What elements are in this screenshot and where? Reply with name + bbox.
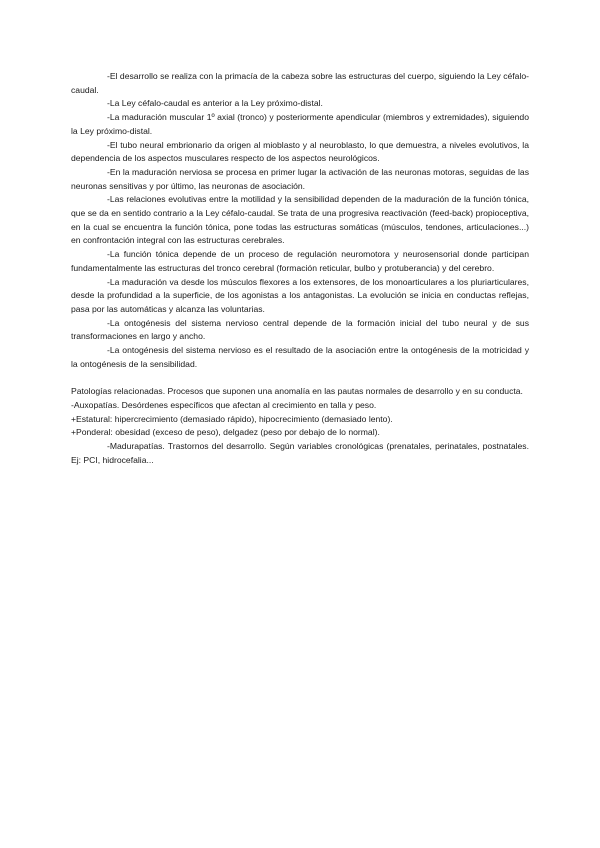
patologias-intro: Patologías relacionadas. Procesos que suponen una anomalía en las pautas normales de desarrollo y en su conducta. [71,386,523,397]
paragraph-cefalo-caudal: -El desarrollo se realiza con la primacía de la cabeza sobre las estructuras del cuerpo, siguiendo la Ley céfalo-caudal. [71,71,529,95]
paragraph-relaciones-evolutivas: -Las relaciones evolutivas entre la motilidad y la sensibilidad dependen de la maduración de la función tónica, que se da en sentido contrario a la Ley céfalo-caudal. Se trata de una progresiva reactivación (feed-back) propioceptiva, en la cual se encuentra la función tónica, pone todas las estructuras somáticas (músculos, tendones, articulaciones...) en confrontación integral con las estructuras cerebrales. [71,194,529,246]
paragraph-tubo-neural: -El tubo neural embrionario da origen al mioblasto y al neuroblasto, lo que demuestra, a niveles evolutivos, la dependencia de los aspectos musculares respecto de los aspectos neurológicos. [71,139,529,164]
paragraph-ley-anterior: -La Ley céfalo-caudal es anterior a la Ley próximo-distal. [107,98,323,109]
auxopatias-item: -Auxopatías. Desórdenes específicos que afectan al crecimiento en talla y peso. [71,399,377,410]
document-body [71,70,529,467]
madurapatias-item: -Madurapatías. Trastornos del desarrollo. Según variables cronológicas (prenatales, perinatales, postnatales. Ej: PCI, hidrocefalia... [71,440,529,465]
paragraph-ontogenesis-sn: -La ontogénesis del sistema nervioso es el resultado de la asociación entre la ontogénesis de la motricidad y la ontogénesis de la sensibilidad. [71,345,529,369]
estatural-item: +Estatural: hipercrecimiento (demasiado rápido), hipocrecimiento (demasiado lento). [71,413,393,424]
ponderal-item: +Ponderal: obesidad (exceso de peso), delgadez (peso por debajo de lo normal). [71,427,380,438]
paragraph-maduracion-muscular: -La maduración muscular 1º axial (tronco) y posteriormente apendicular (miembros y extremidades), siguiendo la Ley próximo-distal. [71,112,529,136]
paragraph-maduracion-nerviosa: -En la maduración nerviosa se procesa en primer lugar la activación de las neuronas motoras, seguidas de las neuronas sensitivas y por último, las neuronas de asociación. [71,166,529,191]
paragraph-ontogenesis-snc: -La ontogénesis del sistema nervioso central depende de la formación inicial del tubo neural y de sus transformaciones en largo y ancho. [71,317,529,342]
paragraph-funcion-tonica: -La función tónica depende de un proceso de regulación neuromotora y neurosensorial donde participan fundamentalmente las estructuras del tronco cerebral (formación reticular, bulbo y protuberancia) y del cerebro. [71,249,529,273]
paragraph-maduracion-flexores: -La maduración va desde los músculos flexores a los extensores, de los monoarticulares a los pluriarticulares, desde la profundidad a la superficie, de los agonistas a los antagonistas. La evolución se inicia en conductas reflejas, pasa por las automáticas y alcanza las voluntarias. [71,276,529,314]
section-spacer [71,371,529,385]
